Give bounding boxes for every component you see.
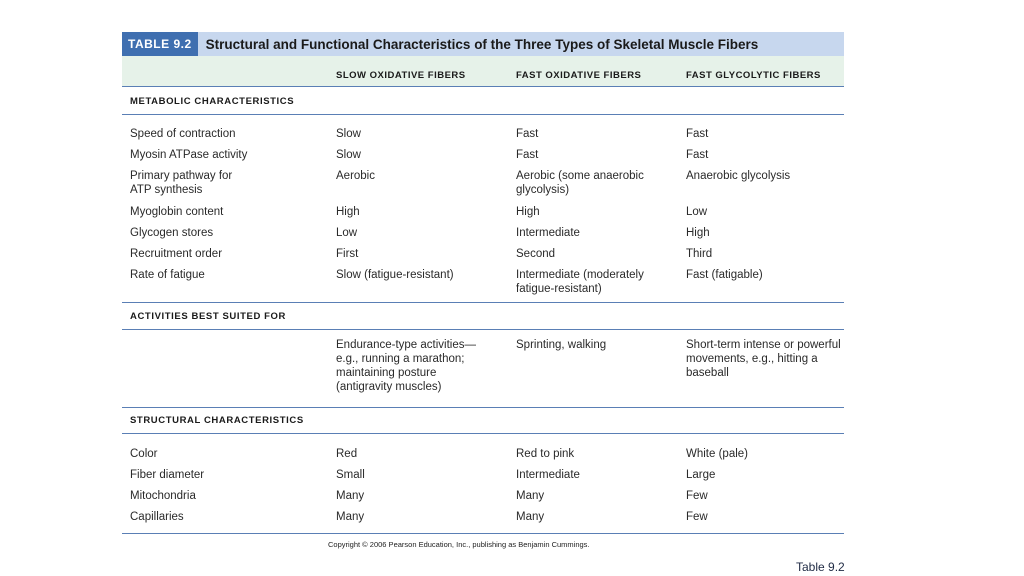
cell-fast-glycolytic: Short-term intense or powerful movements, e.g., hitting a baseball [686,339,841,379]
cell-fast-glycolytic: White (pale) [686,448,748,460]
row-label: Primary pathway for ATP synthesis [130,170,233,196]
cell-slow-oxidative: Small [336,469,365,481]
section-heading: METABOLIC CHARACTERISTICS [130,96,295,107]
cell-slow-oxidative: Slow [336,149,361,161]
table-title-bar [122,32,844,56]
column-header-fast-glycolytic: FAST GLYCOLYTIC FIBERS [686,70,821,81]
row-label: Myoglobin content [130,206,224,218]
section-rule [122,302,844,303]
table-title: Structural and Functional Characteristics of the Three Types of Skeletal Muscle Fibers [205,36,759,52]
row-label: Recruitment order [130,248,223,260]
cell-fast-glycolytic: Large [686,469,716,481]
cell-fast-oxidative: Many [516,490,545,502]
copyright-notice: Copyright © 2006 Pearson Education, Inc., publishing as Benjamin Cummings. [328,540,590,549]
cell-fast-oxidative: Fast [516,128,539,140]
cell-slow-oxidative: Red [336,448,358,460]
cell-slow-oxidative: Aerobic [336,170,375,182]
row-label: Myosin ATPase activity [130,149,248,161]
cell-fast-glycolytic: Fast (fatigable) [686,269,763,281]
section-rule [122,114,844,115]
row-label: Capillaries [130,511,184,523]
cell-fast-oxidative: Intermediate (moderately fatigue-resistant) [516,269,644,295]
cell-fast-glycolytic: High [686,227,710,239]
column-headers [122,56,844,87]
cell-fast-oxidative: High [516,206,540,218]
cell-slow-oxidative: Many [336,511,365,523]
row-label: Speed of contraction [130,128,236,140]
cell-fast-oxidative: Aerobic (some anaerobic glycolysis) [516,170,644,196]
section-rule [122,407,844,408]
table-bottom-rule [122,533,844,534]
row-label: Fiber diameter [130,469,205,481]
section-rule [122,329,844,330]
cell-fast-glycolytic: Fast [686,149,709,161]
row-label: Glycogen stores [130,227,214,239]
cell-fast-glycolytic: Anaerobic glycolysis [686,170,791,182]
row-label: Mitochondria [130,490,196,502]
cell-fast-glycolytic: Third [686,248,713,260]
column-header-fast-oxidative: FAST OXIDATIVE FIBERS [516,70,642,81]
cell-slow-oxidative: Slow (fatigue-resistant) [336,269,454,281]
cell-slow-oxidative: First [336,248,359,260]
cell-fast-oxidative: Intermediate [516,227,580,239]
cell-fast-glycolytic: Few [686,511,708,523]
cell-fast-oxidative: Second [516,248,556,260]
slide-caption: Table 9.2 [796,560,845,574]
cell-fast-oxidative: Many [516,511,545,523]
cell-slow-oxidative: Low [336,227,358,239]
cell-fast-oxidative: Fast [516,149,539,161]
table-number: TABLE 9.2 [122,32,198,56]
row-label: Rate of fatigue [130,269,205,281]
column-header-slow-oxidative: SLOW OXIDATIVE FIBERS [336,70,466,81]
cell-fast-oxidative: Sprinting, walking [516,339,607,351]
cell-fast-glycolytic: Fast [686,128,709,140]
cell-fast-glycolytic: Low [686,206,708,218]
cell-slow-oxidative: High [336,206,360,218]
cell-slow-oxidative: Many [336,490,365,502]
section-rule [122,433,844,434]
cell-fast-glycolytic: Few [686,490,708,502]
section-heading: ACTIVITIES BEST SUITED FOR [130,311,286,322]
row-label: Color [130,448,158,460]
muscle-fiber-table [122,32,844,523]
cell-slow-oxidative: Slow [336,128,361,140]
section-heading: STRUCTURAL CHARACTERISTICS [130,415,304,426]
cell-fast-oxidative: Intermediate [516,469,580,481]
cell-fast-oxidative: Red to pink [516,448,575,460]
cell-slow-oxidative: Endurance-type activities—e.g., running a marathon; maintaining posture (antigravity muscles) [336,339,476,393]
